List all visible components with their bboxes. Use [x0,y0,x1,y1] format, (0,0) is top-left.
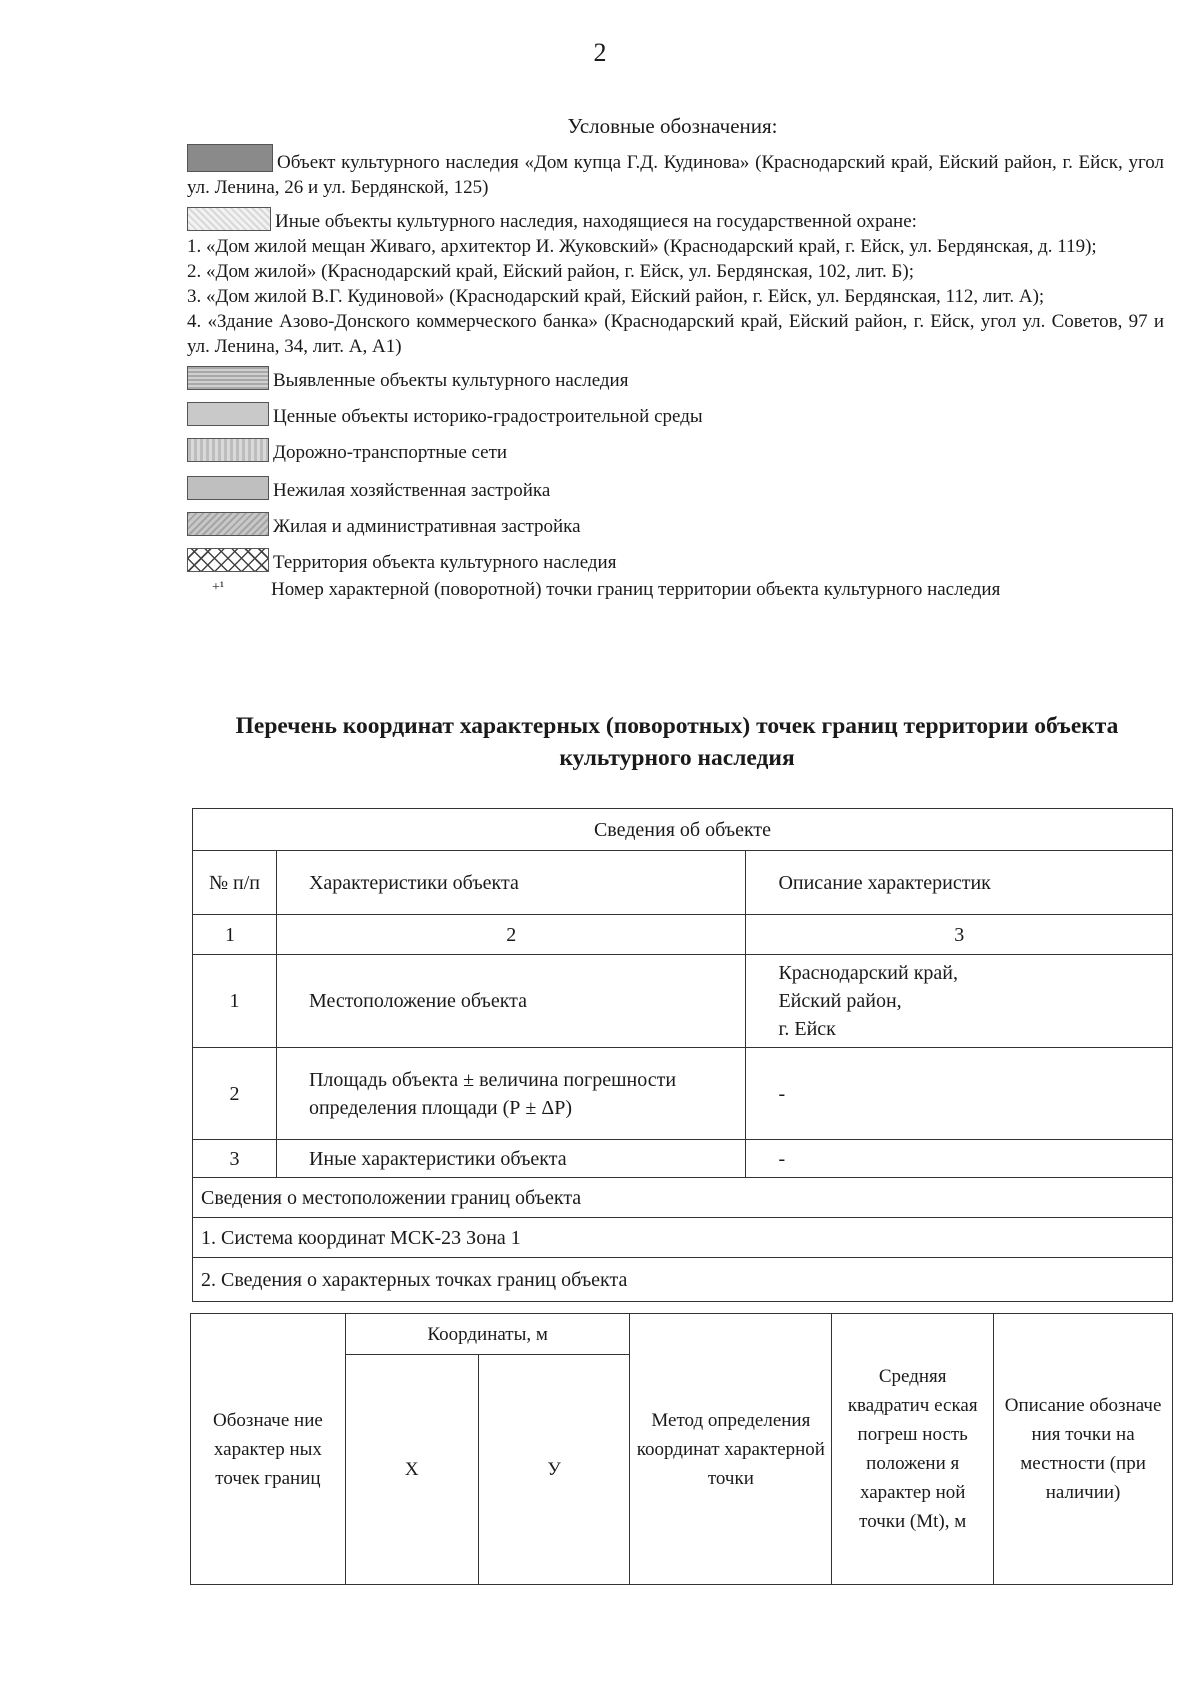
row-description: Краснодарский край, Ейский район, г. Ейск [746,955,1173,1048]
main-object-swatch [187,144,273,172]
y-header: У [478,1355,630,1585]
col-no-header: № п/п [193,851,277,915]
legend-item-main: Объект культурного наследия «Дом купца Г.Д. Кудинова» (Краснодарский край, Ейский район, г. Ейск, угол ул. Ленина, 26 и ул. Бердянской, 125) [187,144,1164,200]
page-number: 2 [593,38,607,67]
description-header: Описание обозначе ния точки на местности (при наличии) [994,1314,1173,1585]
table-row [193,915,1173,955]
coordinate-system: 1. Система координат МСК-23 Зона 1 [193,1218,1173,1258]
table-row [193,1140,1173,1178]
residential-swatch [187,512,269,536]
legend-item-nonresidential: Нежилая хозяйственная застройка [187,476,1164,503]
table-row [193,1258,1173,1302]
legend-item-other: Иные объекты культурного наследия, находящиеся на государственной охране: [187,207,1164,234]
legend-item-point: +¹ Номер характерной (поворотной) точки границ территории объекта культурного наследия [187,575,1164,602]
table-row [193,955,1173,1048]
col-char-header: Характеристики объекта [276,851,746,915]
row-number: 2 [193,1048,277,1140]
legend-item-valuable: Ценные объекты историко-градостроительной среды [187,402,1164,429]
table-row [193,1218,1173,1258]
legend-item-territory: Территория объекта культурного наследия [187,548,1164,575]
index-cell: 2 [276,915,746,955]
legend-item-identified: Выявленные объекты культурного наследия [187,366,1164,393]
table-row [193,1178,1173,1218]
index-cell: 1 [193,915,277,955]
row-description: - [746,1140,1173,1178]
other-object-2: 2. «Дом жилой» (Краснодарский край, Ейский район, г. Ейск, ул. Бердянская, 102, лит. Б); [187,261,915,282]
row-number: 1 [193,955,277,1048]
coordinates-table [190,1313,1173,1585]
other-objects-swatch [187,207,271,231]
legend-title: Условные обозначения: [567,114,778,138]
table-row [193,1048,1173,1140]
row-characteristic: Площадь объекта ± величина погрешности определения площади (Р ± ΔР) [276,1048,746,1140]
table-row [193,809,1173,851]
object-info-table [192,808,1173,1302]
document-title: Перечень координат характерных (поворотных) точек границ территории объекта культурного наследия [235,713,1119,771]
mse-header: Средняя квадратич еская погреш ность положени я характер ной точки (Mt), м [832,1314,994,1585]
other-object-4: 4. «Здание Азово-Донского коммерческого банка» (Краснодарский край, Ейский район, г. Ейск, угол ул. Советов, 97 и ул. Ленина, 34, лит. А, А1) [187,311,1164,357]
valuable-swatch [187,402,269,426]
x-header: Х [345,1355,478,1585]
table-row [193,851,1173,915]
territory-swatch [187,548,269,572]
object-info-header: Сведения об объекте [193,809,1173,851]
legend [187,144,1164,602]
point-marker-icon: +¹ [211,580,225,595]
col-desc-header: Описание характеристик [746,851,1173,915]
legend-item-residential: Жилая и административная застройка [187,512,1164,539]
table-row [191,1314,1173,1355]
location-header: Сведения о местоположении границ объекта [193,1178,1173,1218]
row-description: - [746,1048,1173,1140]
row-characteristic: Иные характеристики объекта [276,1140,746,1178]
index-cell: 3 [746,915,1173,955]
method-header: Метод определения координат характерной точки [630,1314,832,1585]
road-swatch [187,438,269,462]
other-object-3: 3. «Дом жилой В.Г. Кудиновой» (Краснодарский край, Ейский район, г. Ейск, ул. Бердянская, 112, лит. А); [187,286,1045,307]
other-object-1: 1. «Дом жилой мещан Живаго, архитектор И. Жуковский» (Краснодарский край, г. Ейск, ул. Бердянская, д. 119); [187,236,1097,257]
designation-header: Обозначе ние характер ных точек границ [191,1314,346,1585]
nonresidential-swatch [187,476,269,500]
coordinates-header: Координаты, м [345,1314,630,1355]
legend-item-road: Дорожно-транспортные сети [187,438,1164,465]
row-number: 3 [193,1140,277,1178]
row-characteristic: Местоположение объекта [276,955,746,1048]
identified-swatch [187,366,269,390]
points-header: 2. Сведения о характерных точках границ объекта [193,1258,1173,1302]
